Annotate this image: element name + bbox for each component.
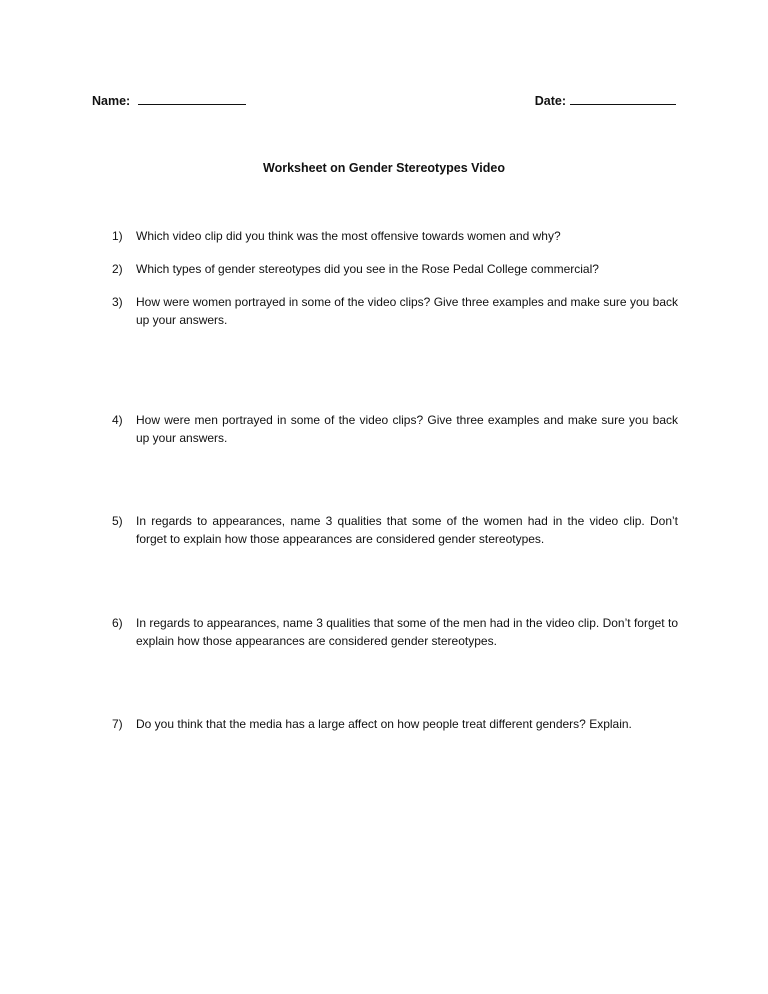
name-field (92, 92, 246, 108)
question-text: In regards to appearances, name 3 qualities that some of the men had in the video clip. Don’t forget to explain how those appearances are considered gender stereotypes. (136, 616, 678, 648)
question-item (112, 293, 678, 329)
date-field (535, 92, 676, 108)
question-item (112, 260, 678, 278)
question-text: How were men portrayed in some of the video clips? Give three examples and make sure you back up your answers. (136, 413, 678, 445)
question-text: Which video clip did you think was the most offensive towards women and why? (136, 229, 561, 243)
question-item (112, 411, 678, 447)
name-label: Name: (92, 94, 131, 108)
question-text: How were women portrayed in some of the video clips? Give three examples and make sure you back up your answers. (136, 295, 678, 327)
question-item (112, 614, 678, 650)
worksheet-title: Worksheet on Gender Stereotypes Video (263, 161, 505, 175)
question-item (112, 227, 678, 245)
header-row (92, 92, 676, 110)
question-text: In regards to appearances, name 3 qualities that some of the women had in the video clip. Don’t forget to explain how those appearances are considered gender stereotypes. (136, 514, 678, 546)
question-number: 2) (112, 262, 123, 276)
name-blank-line (138, 92, 246, 105)
question-text: Do you think that the media has a large affect on how people treat different genders? Explain. (136, 717, 632, 731)
question-number: 1) (112, 229, 123, 243)
question-item (112, 715, 678, 733)
question-number: 4) (112, 413, 123, 427)
question-number: 7) (112, 717, 123, 731)
date-label: Date: (534, 94, 566, 108)
question-number: 3) (112, 295, 123, 309)
question-number: 5) (112, 514, 123, 528)
date-blank-line (570, 92, 676, 105)
question-number: 6) (112, 616, 123, 630)
question-item (112, 512, 678, 548)
question-text: Which types of gender stereotypes did you see in the Rose Pedal College commercial? (136, 262, 599, 276)
